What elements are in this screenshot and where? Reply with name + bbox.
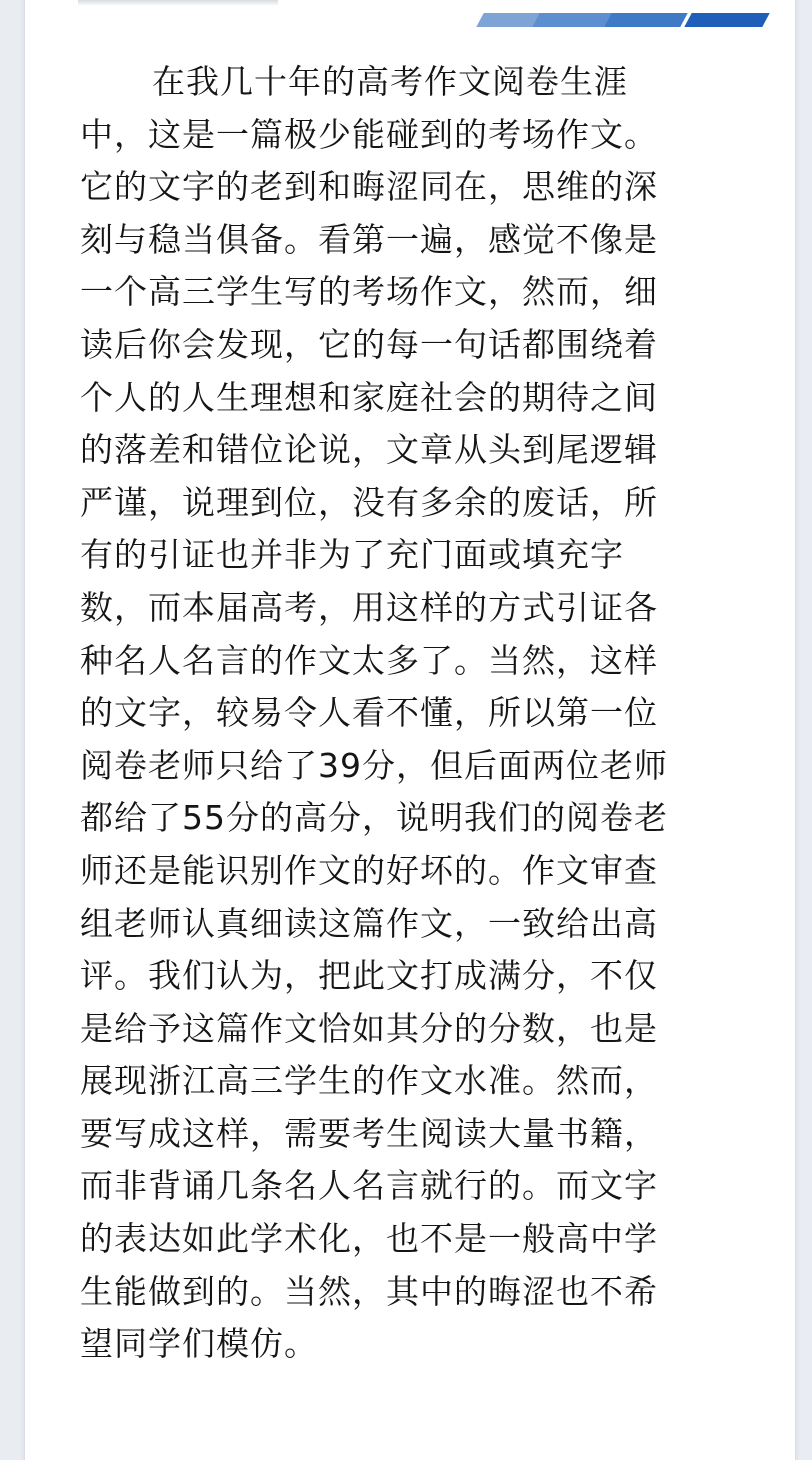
text-line: 个人的人生理想和家庭社会的期待之间 — [80, 377, 658, 417]
text-line: 而非背诵几条名人名言就行的。而文字 — [80, 1166, 658, 1206]
text-line: 组老师认真细读这篇作文，一致给出高 — [80, 903, 658, 943]
text-line: 的表达如此学术化，也不是一般高中学 — [80, 1219, 658, 1259]
text-line: 在我几十年的高考作文阅卷生涯 — [152, 62, 628, 101]
text-line: 要写成这样，需要考生阅读大量书籍， — [80, 1113, 658, 1153]
text-line: 的文字，较易令人看不懂，所以第一位 — [80, 693, 658, 733]
text-line: 种名人名言的作文太多了。当然，这样 — [80, 640, 658, 680]
text-line: 是给予这篇作文恰如其分的分数，也是 — [80, 1008, 658, 1048]
text-line: 的落差和错位论说，文章从头到尾逻辑 — [80, 430, 658, 470]
text-line: 一个高三学生写的考场作文，然而，细 — [80, 272, 658, 312]
stripe-2 — [532, 13, 613, 27]
text-line: 读后你会发现，它的每一句话都围绕着 — [80, 324, 658, 364]
text-line: 阅卷老师只给了39分，但后面两位老师 — [80, 745, 668, 785]
stripe-3 — [604, 13, 687, 27]
article-body — [80, 56, 740, 1371]
text-line: 师还是能识别作文的好坏的。作文审查 — [80, 850, 658, 890]
text-line: 望同学们模仿。 — [80, 1324, 318, 1364]
stripe-4 — [684, 13, 769, 27]
text-line: 数，而本届高考，用这样的方式引证各 — [80, 587, 658, 627]
text-line: 刻与稳当俱备。看第一遍，感觉不像是 — [80, 219, 658, 259]
text-line: 中，这是一篇极少能碰到的考场作文。 — [80, 114, 658, 154]
text-line: 生能做到的。当然，其中的晦涩也不希 — [80, 1271, 658, 1311]
text-line: 评。我们认为，把此文打成满分，不仅 — [80, 956, 658, 996]
text-line: 都给了55分的高分，说明我们的阅卷老 — [80, 798, 668, 838]
header-stripes-decoration — [476, 10, 776, 30]
text-line: 有的引证也并非为了充门面或填充字 — [80, 535, 624, 575]
text-line: 严谨，说理到位，没有多余的废话，所 — [80, 482, 658, 522]
text-line: 展现浙江高三学生的作文水准。然而， — [80, 1061, 658, 1101]
top-fade-decoration — [78, 0, 278, 6]
text-line: 它的文字的老到和晦涩同在，思维的深 — [80, 167, 658, 207]
